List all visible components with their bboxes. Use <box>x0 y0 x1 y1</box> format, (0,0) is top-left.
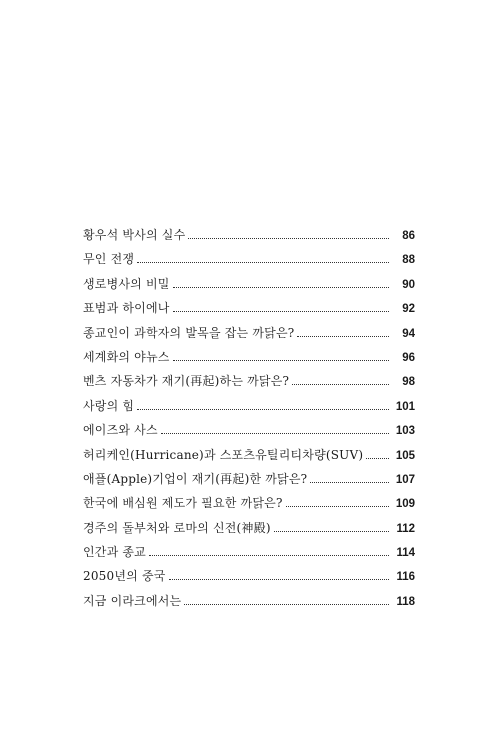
toc-entry-page: 92 <box>402 303 415 316</box>
toc-entry-page: 118 <box>396 595 415 608</box>
dot-leader <box>161 433 389 434</box>
toc-entry-title: 사랑의 힘 <box>83 398 135 413</box>
toc-entry[interactable] <box>83 272 415 296</box>
toc-entry-page: 96 <box>402 351 415 364</box>
toc-entry-page: 90 <box>402 278 415 291</box>
toc-entry[interactable] <box>83 443 415 467</box>
toc-entry-page: 88 <box>402 254 415 267</box>
dot-leader <box>173 311 389 312</box>
toc-entry-page: 114 <box>396 547 415 560</box>
dot-leader <box>184 604 389 605</box>
toc-entry-page: 105 <box>395 449 415 462</box>
toc-entry[interactable] <box>83 540 415 564</box>
toc-entry-title: 에이즈와 사스 <box>83 423 158 438</box>
toc-entry[interactable] <box>83 223 415 247</box>
table-of-contents <box>83 223 415 613</box>
toc-entry-title: 표범과 하이에나 <box>83 301 170 316</box>
toc-entry[interactable] <box>83 491 415 515</box>
dot-leader <box>297 336 389 337</box>
toc-entry-title: 황우석 박사의 실수 <box>83 228 186 242</box>
toc-entry[interactable] <box>83 418 415 442</box>
toc-entry[interactable] <box>83 589 415 613</box>
toc-entry[interactable] <box>83 467 415 491</box>
dot-leader <box>188 238 389 239</box>
toc-entry[interactable] <box>83 247 415 271</box>
toc-entry-title: 지금 이라크에서는 <box>83 593 182 608</box>
toc-entry[interactable] <box>83 394 415 418</box>
dot-leader <box>292 384 389 385</box>
dot-leader <box>173 360 389 361</box>
dot-leader <box>173 287 389 288</box>
toc-entry-page: 109 <box>395 498 415 511</box>
toc-entry-title: 허리케인(Hurricane)과 스포츠유틸리티차량(SUV) <box>83 447 364 462</box>
toc-entry-title: 종교인이 과학자의 발목을 잡는 까닭은? <box>83 325 295 340</box>
dot-leader <box>286 506 389 507</box>
dot-leader <box>366 458 389 459</box>
toc-entry-title: 한국에 배심원 제도가 필요한 까닭은? <box>83 496 283 511</box>
toc-entry[interactable] <box>83 345 415 369</box>
toc-entry-page: 116 <box>396 571 415 584</box>
toc-entry[interactable] <box>83 516 415 540</box>
dot-leader <box>149 555 389 556</box>
toc-entry-title: 경주의 돌부처와 로마의 신전(神殿) <box>83 520 271 535</box>
toc-entry-title: 애플(Apple)기업이 재기(再起)한 까닭은? <box>83 471 308 486</box>
dot-leader <box>310 482 389 483</box>
toc-entry-title: 무인 전쟁 <box>83 252 135 267</box>
dot-leader <box>274 531 389 532</box>
toc-entry[interactable] <box>83 296 415 320</box>
toc-entry[interactable] <box>83 564 415 588</box>
toc-entry-page: 86 <box>402 230 415 242</box>
dot-leader <box>137 262 389 263</box>
toc-entry-title: 2050년의 중국 <box>83 569 166 584</box>
toc-entry-page: 94 <box>402 327 415 340</box>
toc-entry-page: 103 <box>395 425 415 438</box>
dot-leader <box>137 409 389 410</box>
toc-entry-page: 112 <box>396 522 415 535</box>
toc-entry[interactable] <box>83 321 415 345</box>
toc-entry[interactable] <box>83 369 415 393</box>
dot-leader <box>169 579 389 580</box>
toc-entry-page: 98 <box>402 376 415 389</box>
toc-entry-page: 107 <box>395 473 415 486</box>
toc-entry-page: 101 <box>395 400 415 413</box>
toc-entry-title: 세계화의 야뉴스 <box>83 349 170 364</box>
toc-entry-title: 생로병사의 비밀 <box>83 276 170 291</box>
toc-entry-title: 벤츠 자동차가 재기(再起)하는 까닭은? <box>83 374 290 389</box>
toc-entry-title: 인간과 종교 <box>83 545 146 560</box>
